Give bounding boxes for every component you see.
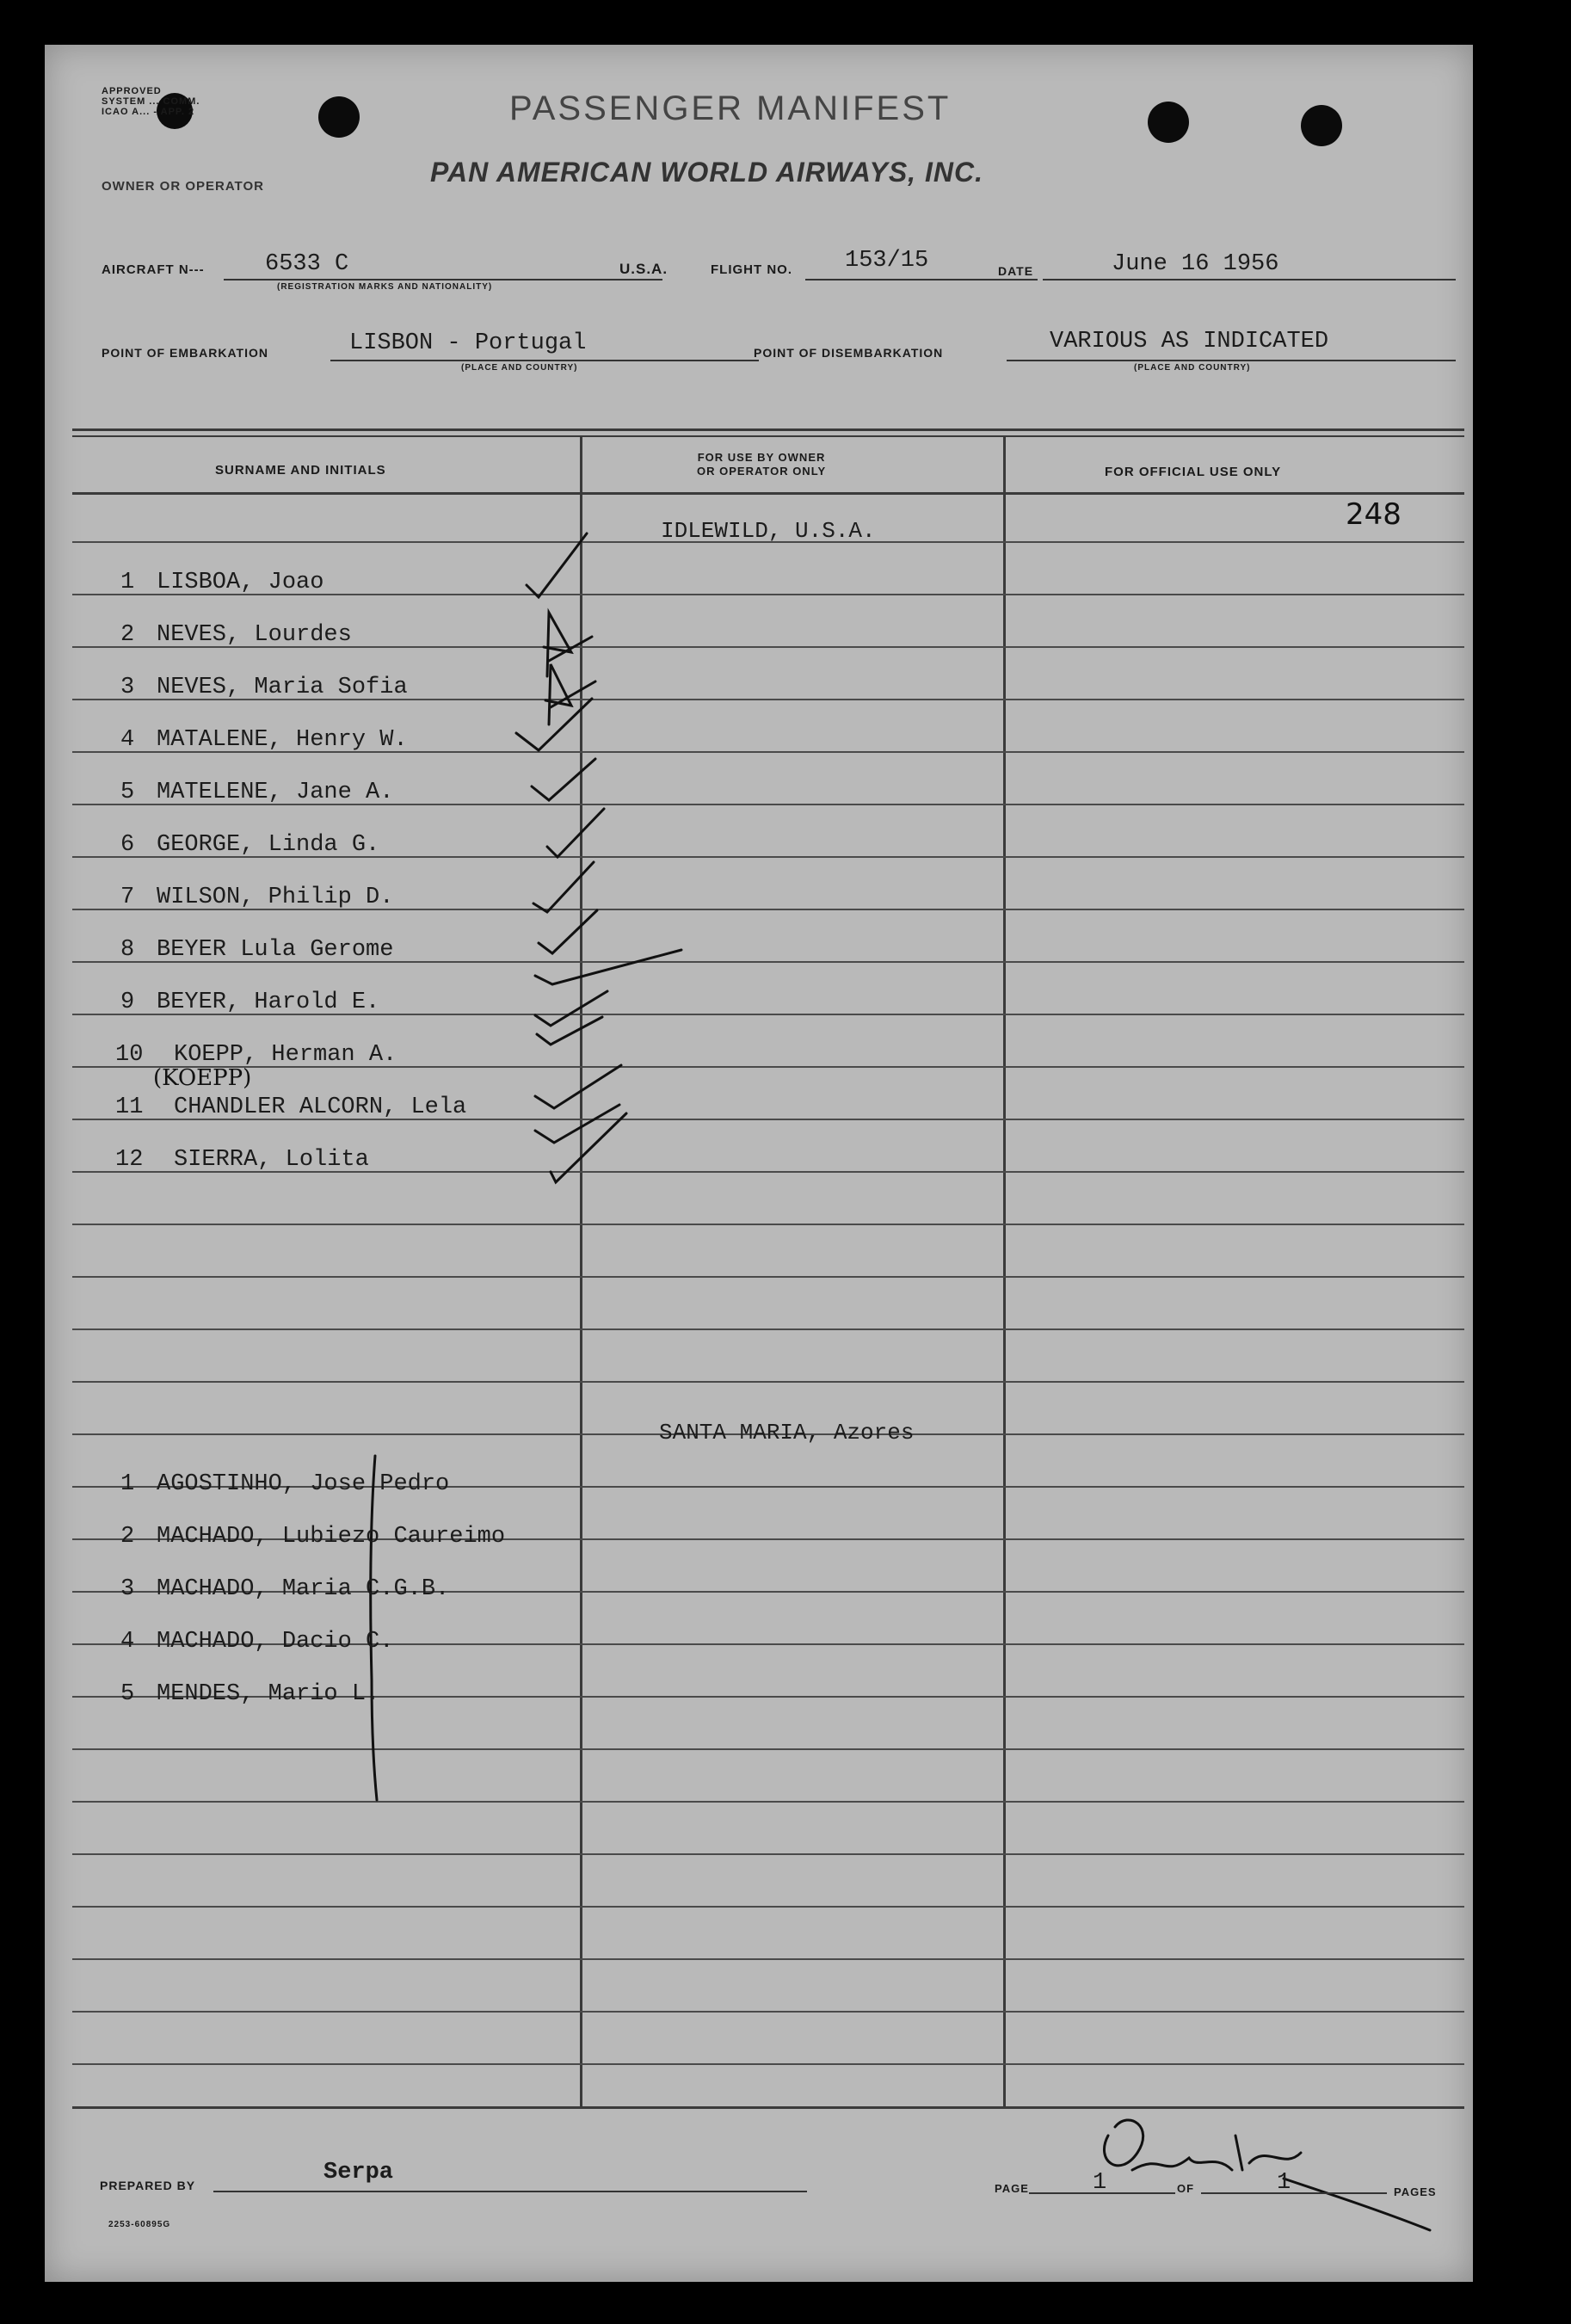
page-label: PAGE bbox=[995, 2182, 1029, 2195]
passenger-name: MENDES, Mario L. bbox=[157, 1681, 380, 1707]
usa-label: U.S.A. bbox=[619, 261, 668, 277]
passenger-name: KOEPP, Herman A. bbox=[174, 1042, 397, 1068]
aircraft-caption: (REGISTRATION MARKS AND NATIONALITY) bbox=[277, 282, 493, 292]
manifest-page bbox=[45, 45, 1473, 2282]
page-value: 1 bbox=[1093, 2170, 1107, 2196]
passenger-name: MACHADO, Dacio C. bbox=[157, 1629, 394, 1655]
passenger-name: LISBOA, Joao bbox=[157, 570, 324, 595]
embark-value: LISBON - Portugal bbox=[349, 330, 587, 356]
passenger-name: BEYER, Harold E. bbox=[157, 989, 380, 1015]
passenger-number: 4 bbox=[120, 727, 135, 753]
passenger-number: 1 bbox=[120, 1471, 135, 1497]
handwritten-checkmarks bbox=[45, 45, 1473, 2282]
passenger-name: NEVES, Maria Sofia bbox=[157, 675, 408, 700]
passenger-number: 11 bbox=[115, 1094, 144, 1120]
passenger-name: MATELENE, Jane A. bbox=[157, 780, 394, 805]
disembark-label: POINT OF DISEMBARKATION bbox=[754, 346, 944, 360]
passenger-number: 1 bbox=[120, 570, 135, 595]
aircraft-label: AIRCRAFT N--- bbox=[102, 262, 205, 277]
date-value: June 16 1956 bbox=[1112, 251, 1279, 277]
passenger-name: GEORGE, Linda G. bbox=[157, 832, 380, 858]
disembark-value: VARIOUS AS INDICATED bbox=[1050, 329, 1329, 354]
passenger-number: 7 bbox=[120, 885, 135, 910]
col-official-header: FOR OFFICIAL USE ONLY bbox=[1105, 465, 1282, 479]
embark-caption: (PLACE AND COUNTRY) bbox=[461, 363, 578, 373]
embark-label: POINT OF EMBARKATION bbox=[102, 346, 268, 360]
passenger-name: WILSON, Philip D. bbox=[157, 885, 394, 910]
of-label: OF bbox=[1177, 2182, 1195, 2195]
approval-line-2: SYSTEM ... COMM. bbox=[102, 96, 200, 107]
passenger-number: 3 bbox=[120, 675, 135, 700]
passenger-name: NEVES, Lourdes bbox=[157, 622, 352, 648]
passenger-number: 2 bbox=[120, 622, 135, 648]
passenger-name: BEYER Lula Gerome bbox=[157, 937, 394, 963]
flight-value: 153/15 bbox=[845, 248, 929, 274]
passenger-number: 4 bbox=[120, 1629, 135, 1655]
prepared-value: Serpa bbox=[323, 2160, 394, 2185]
passenger-number: 5 bbox=[120, 780, 135, 805]
approval-line-3: ICAO A... - APP. 2 bbox=[102, 107, 195, 117]
aircraft-value: 6533 C bbox=[265, 251, 349, 277]
of-value: 1 bbox=[1277, 2170, 1291, 2196]
col-operator-header-2: OR OPERATOR ONLY bbox=[697, 465, 827, 478]
owner-label: OWNER OR OPERATOR bbox=[102, 179, 264, 194]
koepp-annotation: (KOEPP) bbox=[153, 1065, 252, 1091]
passenger-number: 3 bbox=[120, 1576, 135, 1602]
col-surname-header: SURNAME AND INITIALS bbox=[215, 463, 386, 478]
passenger-number: 5 bbox=[120, 1681, 135, 1707]
passenger-number: 10 bbox=[115, 1042, 144, 1068]
passenger-number: 8 bbox=[120, 937, 135, 963]
passenger-number: 12 bbox=[115, 1147, 144, 1173]
flight-label: FLIGHT NO. bbox=[711, 262, 792, 277]
section2-destination: SANTA MARIA, Azores bbox=[659, 1420, 915, 1446]
passenger-number: 2 bbox=[120, 1524, 135, 1550]
passenger-name: MATALENE, Henry W. bbox=[157, 727, 408, 753]
section1-destination: IDLEWILD, U.S.A. bbox=[661, 518, 876, 544]
prepared-label: PREPARED BY bbox=[100, 2179, 196, 2192]
form-title: PASSENGER MANIFEST bbox=[509, 89, 952, 127]
passenger-name: SIERRA, Lolita bbox=[174, 1147, 369, 1173]
passenger-name: MACHADO, Maria C.G.B. bbox=[157, 1576, 450, 1602]
pages-label: PAGES bbox=[1394, 2185, 1437, 2198]
date-label: DATE bbox=[998, 264, 1034, 278]
passenger-number: 9 bbox=[120, 989, 135, 1015]
disembark-caption: (PLACE AND COUNTRY) bbox=[1134, 363, 1251, 373]
passenger-name: CHANDLER ALCORN, Lela bbox=[174, 1094, 467, 1120]
form-code: 2253-60895G bbox=[108, 2220, 171, 2229]
passenger-number: 6 bbox=[120, 832, 135, 858]
approval-line-1: APPROVED bbox=[102, 86, 162, 96]
passenger-name: AGOSTINHO, Jose Pedro bbox=[157, 1471, 450, 1497]
passenger-name: MACHADO, Lubiezo Caureimo bbox=[157, 1524, 506, 1550]
operator-name: PAN AMERICAN WORLD AIRWAYS, INC. bbox=[430, 157, 983, 188]
col-operator-header-1: FOR USE BY OWNER bbox=[697, 451, 826, 464]
official-number: 248 bbox=[1346, 497, 1402, 532]
